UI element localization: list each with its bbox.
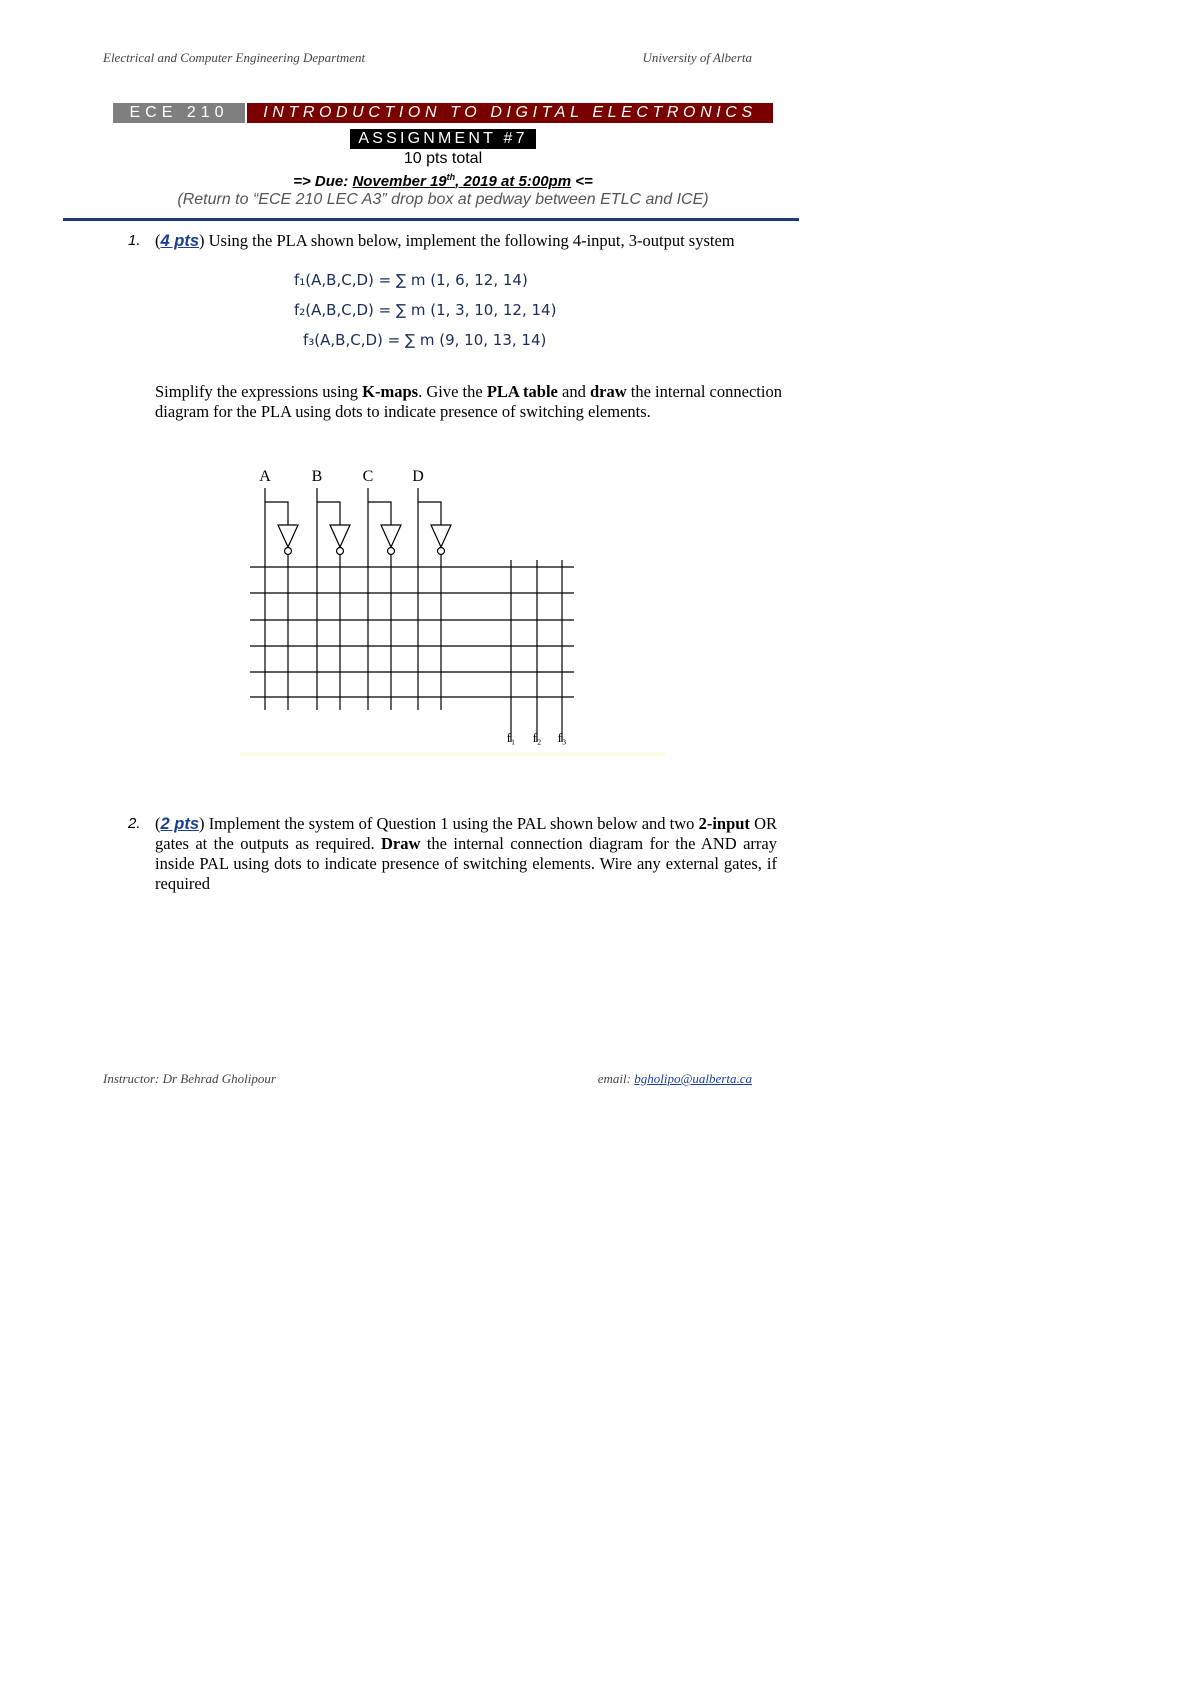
diagram-bottom-band — [240, 752, 665, 756]
output-lines — [511, 560, 562, 742]
q1-instr-part: the internal connection diagram for the PLA using dots to indicate presence of switching elements. — [155, 382, 782, 421]
header-department: Electrical and Computer Engineering Department — [103, 50, 366, 65]
email-link[interactable]: bgholipo@ualberta.ca — [634, 1071, 752, 1086]
input-d-buffer — [418, 488, 451, 710]
output-label-f2: f₂ — [532, 730, 542, 745]
return-note: (Return to “ECE 210 LEC A3” drop box at pedway between ETLC and ICE) — [177, 191, 709, 208]
q2-points: 2 pts — [160, 815, 200, 833]
due-date-sup: th — [446, 172, 456, 182]
q1-text: ) Using the PLA shown below, implement the following 4-input, 3-output system — [199, 231, 735, 250]
output-label-f3: f₃ — [557, 730, 567, 745]
input-label-a: A — [259, 468, 271, 485]
q2-statement: (2 pts) Implement the system of Question 1 using the PAL shown below and two 2-input OR gates at the outputs as required. Draw the internal connection diagram for the AND array inside PAL using dots to indicate presence of switching elements. Wire any external gates, if required — [155, 814, 778, 893]
input-b-buffer — [317, 488, 350, 710]
q1-instr-draw: draw — [589, 382, 627, 401]
assignment-title: ASSIGNMENT #7 — [350, 129, 536, 149]
q1-points: 4 pts — [160, 232, 200, 250]
due-prefix: => Due: — [293, 173, 353, 190]
inverter-network — [265, 488, 451, 710]
q1-instr-part: . Give the — [418, 382, 487, 401]
input-label-c: C — [362, 468, 374, 485]
due-date-line — [200, 172, 686, 190]
input-a-buffer — [265, 488, 298, 710]
course-code-banner: ECE 210 — [113, 103, 245, 123]
due-date-day: November 19 — [352, 173, 447, 190]
formula-f1: f₁(A,B,C,D) = ∑ m (1, 6, 12, 14) — [294, 271, 528, 289]
header-university: University of Alberta — [642, 50, 752, 65]
formula-f2: f₂(A,B,C,D) = ∑ m (1, 3, 10, 12, 14) — [294, 301, 557, 319]
due-date — [352, 173, 571, 190]
input-c-buffer — [368, 488, 401, 710]
due-date-rest: , 2019 at 5:00pm — [455, 173, 572, 190]
q1-instr-part: Simplify the expressions using — [155, 382, 363, 401]
due-suffix: <= — [571, 173, 593, 190]
points-total: 10 pts total — [403, 150, 483, 167]
q1-instr-kmaps: K-maps — [362, 382, 419, 401]
pla-diagram — [240, 460, 670, 760]
formula-f3: f₃(A,B,C,D) = ∑ m (9, 10, 13, 14) — [303, 331, 547, 349]
q1-number: 1. — [128, 232, 141, 249]
q2-bold-draw: Draw — [381, 834, 421, 853]
q2-text-part: ) Implement the system of Question 1 using the PAL shown below and two — [199, 814, 699, 833]
input-label-d: D — [412, 468, 424, 485]
q1-statement: (4 pts) Using the PLA shown below, implement the following 4-input, 3-output system — [155, 231, 735, 250]
footer-instructor: Instructor: Dr Behrad Gholipour — [103, 1071, 276, 1086]
q2-number: 2. — [128, 815, 141, 832]
q1-instr-part: and — [557, 382, 590, 401]
header-rule — [63, 218, 799, 221]
q2-text-part: the internal connection diagram for the AND array inside PAL using dots to indicate presence of switching elements. Wire any external gates, if required — [155, 834, 777, 893]
course-title-banner: INTRODUCTION TO DIGITAL ELECTRONICS — [247, 103, 773, 123]
footer-email — [560, 1071, 752, 1087]
q1-instr-pla-table: PLA table — [486, 382, 558, 401]
q1-instructions — [155, 382, 795, 422]
q2-bold-2input: 2-input — [698, 814, 750, 833]
input-label-b: B — [311, 468, 323, 485]
q2-text-part: OR gates at the outputs as required. — [155, 814, 778, 853]
email-label: email: — [597, 1071, 635, 1086]
product-term-lines — [250, 567, 574, 697]
output-label-f1: f₁ — [506, 730, 516, 745]
